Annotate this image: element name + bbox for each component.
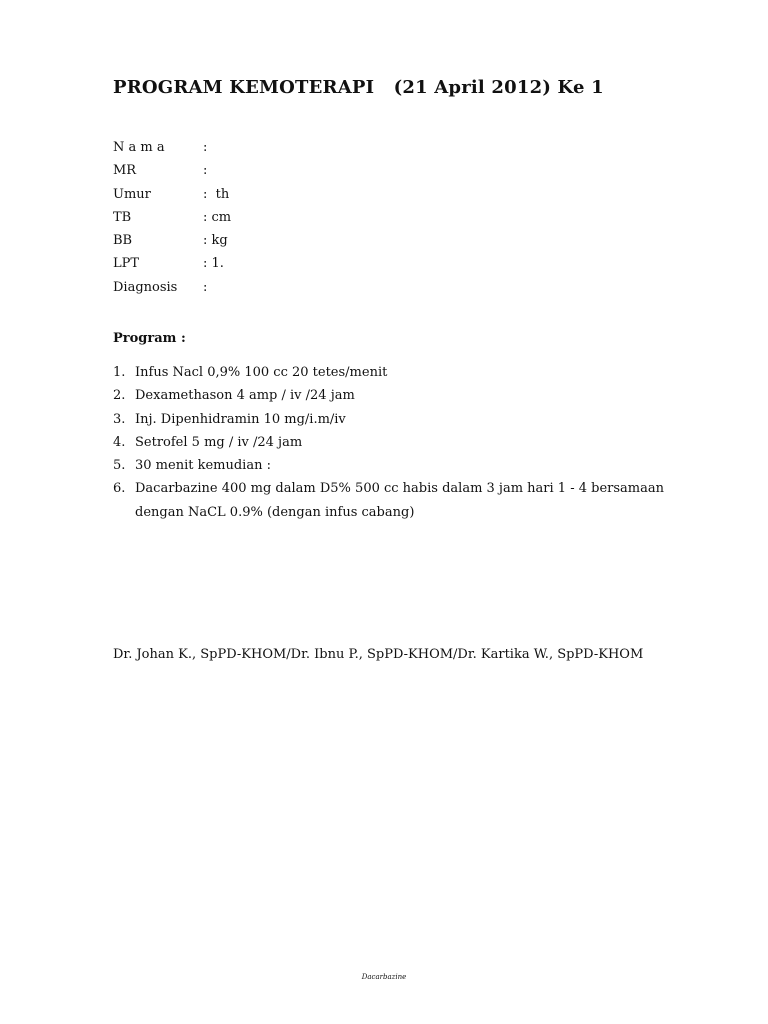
field-row-lpt [113,254,224,277]
list-item [113,454,693,477]
list-item [113,361,693,384]
item-number: 1. [113,365,126,380]
item-text: 30 menit kemudian : [135,458,271,474]
field-label: TB [113,209,132,225]
list-item [113,477,693,524]
list-item [113,384,693,407]
field-row-bb [113,231,228,254]
program-list [113,361,693,524]
field-label: N a m a [113,140,165,155]
field-row-tb [113,208,232,231]
field-value: : [203,163,208,179]
field-label: LPT [113,256,140,272]
item-text: Infus Nacl 0,9% 100 cc 20 tetes/menit [135,365,388,380]
field-value: : kg [203,233,228,249]
item-number: 6. [113,481,126,497]
item-number: 3. [113,411,126,427]
field-value: : 1. [203,256,224,272]
field-row-nama [113,138,208,161]
item-number: 5. [113,458,126,474]
patient-fields [113,138,232,301]
item-text: Setrofel 5 mg / iv /24 jam [135,434,303,450]
list-item [113,431,693,454]
field-row-diagnosis [113,278,208,301]
item-number: 2. [113,388,126,404]
field-label: MR [113,163,137,179]
field-row-umur [113,185,230,208]
field-value: : [203,140,208,155]
item-number: 4. [113,434,126,450]
field-value: : th [203,186,230,202]
field-label: Diagnosis [113,279,178,295]
field-label: Umur [113,186,151,202]
document-title: PROGRAM KEMOTERAPI (21 April 2012) Ke 1 [113,77,604,98]
field-label: BB [113,233,133,249]
item-text: Inj. Dipenhidramin 10 mg/i.m/iv [135,411,346,427]
field-value: : [203,279,208,295]
signature-line: Dr. Johan K., SpPD-KHOM/Dr. Ibnu P., SpPD-KHOM/Dr. Kartika W., SpPD-KHOM [113,647,644,662]
field-value: : cm [203,209,232,225]
program-heading: Program : [113,331,186,346]
page-footer: Dacarbazine [361,973,407,981]
list-item [113,408,693,431]
field-row-mr [113,161,208,184]
item-text: Dexamethason 4 amp / iv /24 jam [135,388,355,404]
item-text: Dacarbazine 400 mg dalam D5% 500 cc habis dalam 3 jam hari 1 - 4 bersamaan dengan NaCL 0.9% (dengan infus cabang) [135,481,664,520]
